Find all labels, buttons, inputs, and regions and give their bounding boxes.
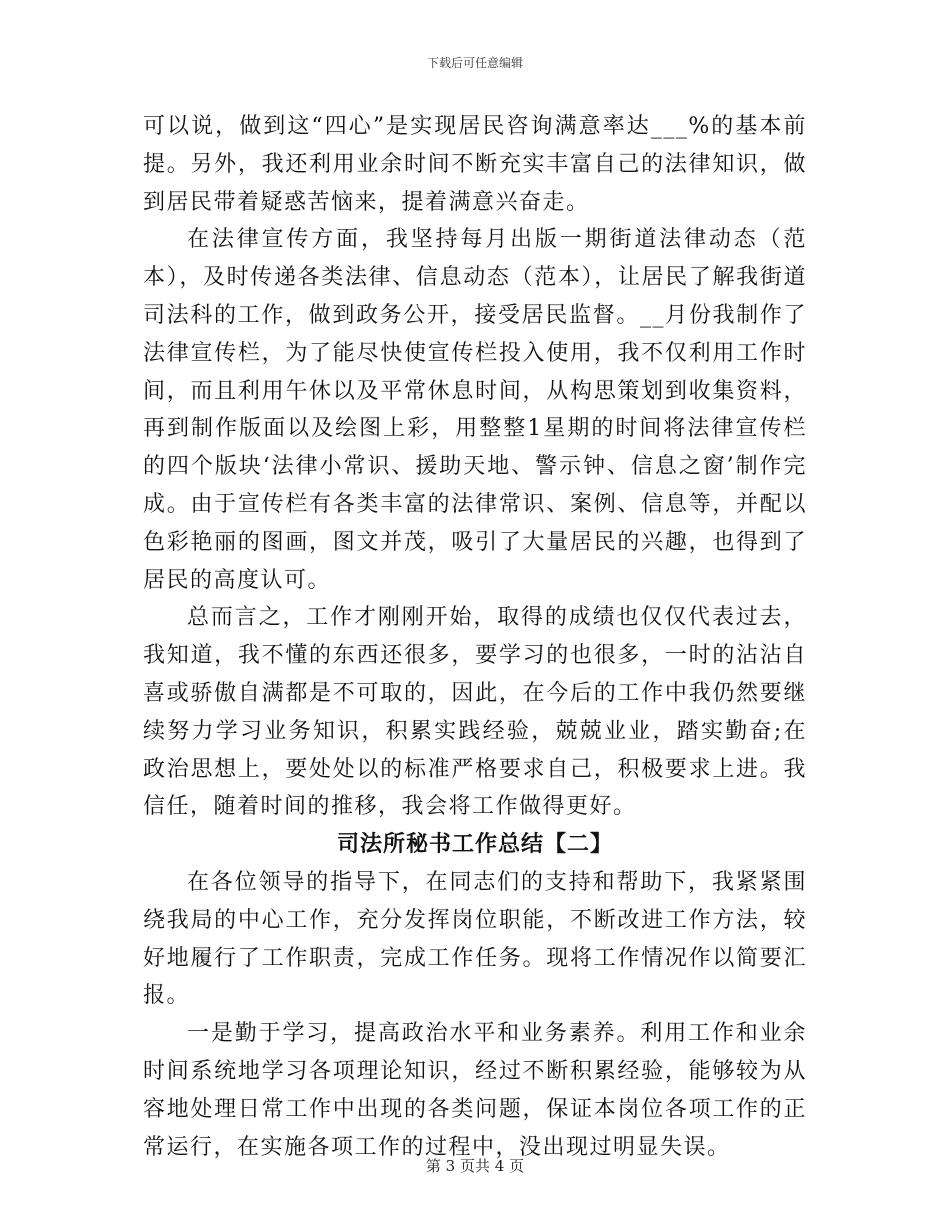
page-header: 下载后可任意编辑 (426, 56, 523, 70)
paragraph-conclusion: 总而言之，工作才刚刚开始，取得的成绩也仅仅代表过去，我知道，我不懂的东西还很多，要学习的也很多，一时的沾沾自喜或骄傲自满都是不可取的，因此，在今后的工作中我仍然要继续努力学习业务知识，积累实践经验，兢兢业业，踏实勤奋;在政治思想上，要处处以的标准严格要求自己，积极要求上进。我信任，随着时间的推移，我会将工作做得更好。 (143, 605, 807, 820)
paragraph-section-intro: 在各位领导的指导下，在同志们的支持和帮助下，我紧紧围绕我局的中心工作，充分发挥岗位职能，不断改进工作方法，较好地履行了工作职责，完成工作任务。现将工作情况作以简要汇报。 (143, 869, 807, 1009)
page-number: 第 3 页共 4 页 (425, 1157, 525, 1175)
document-body (143, 108, 807, 1166)
section-title: 司法所秘书工作总结【二】 (336, 831, 613, 858)
paragraph-section-study: 一是勤于学习，提高政治水平和业务素养。利用工作和业余时间系统地学习各项理论知识，经过不断积累经验，能够较为从容地处理日常工作中出现的各类问题，保证本岗位各项工作的正常运行，在实施各项工作的过程中，没出现过明显失误。 (143, 1021, 807, 1160)
paragraph-continuation: 可以说，做到这“四心”是实现居民咨询满意率达___%的基本前提。另外，我还利用业余时间不断充实丰富自己的法律知识，做到居民带着疑惑苦恼来，提着满意兴奋走。 (143, 114, 807, 215)
paragraph-legal-publicity: 在法律宣传方面，我坚持每月出版一期街道法律动态（范本），及时传递各类法律、信息动态（范本），让居民了解我街道司法科的工作，做到政务公开，接受居民监督。__月份我制作了法律宣传栏，为了能尽快使宣传栏投入使用，我不仅利用工作时间，而且利用午休以及平常休息时间，从构思策划到收集资料，再到制作版面以及绘图上彩，用整整1星期的时间将法律宣传栏的四个版块‘法律小常识、援助天地、警示钟、信息之窗’制作完成。由于宣传栏有各类丰富的法律常识、案例、信息等，并配以色彩艳丽的图画，图文并茂，吸引了大量居民的兴趣，也得到了居民的高度认可。 (143, 227, 807, 593)
